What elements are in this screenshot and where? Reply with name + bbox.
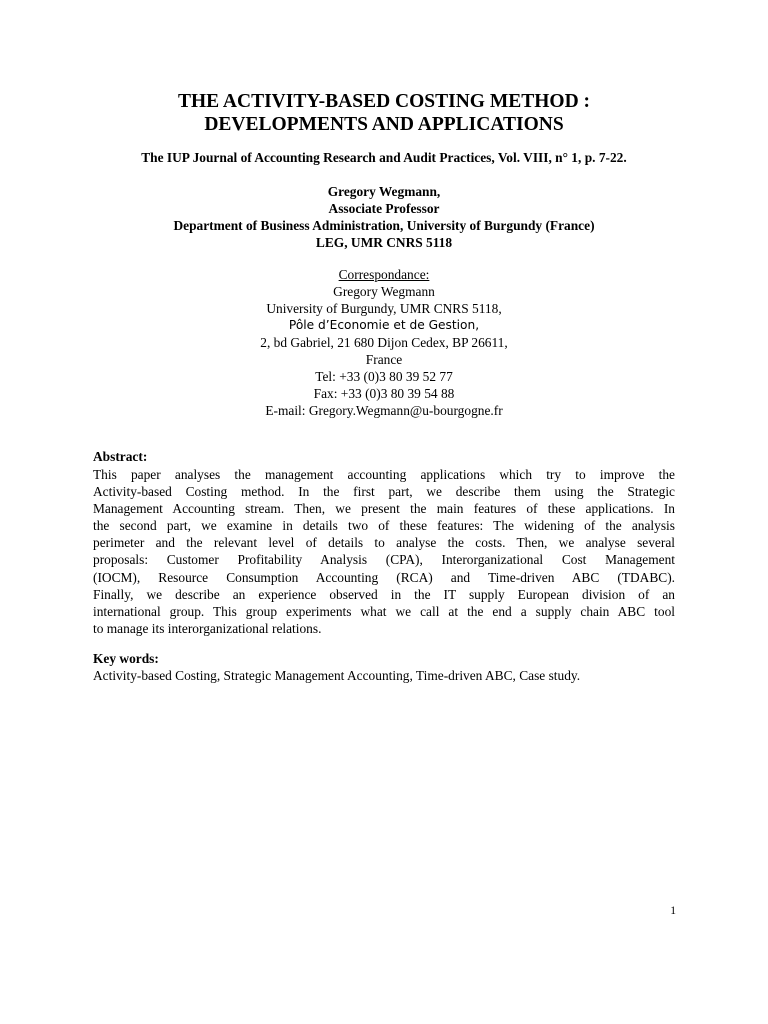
page-number: 1 (670, 904, 676, 917)
keywords-heading: Key words: (93, 651, 159, 666)
correspondence-address: 2, bd Gabriel, 21 680 Dijon Cedex, BP 26611, (260, 335, 508, 350)
abstract-line: Management Accounting stream. Then, we present the main features of these applications. In (93, 501, 675, 517)
paper-title (0, 90, 768, 136)
abstract-heading: Abstract: (93, 449, 148, 464)
correspondence-institution: University of Burgundy, UMR CNRS 5118, (266, 301, 502, 316)
abstract-line: perimeter and the relevant level of details to analyse the costs. Then, we analyse several (93, 535, 675, 551)
author-block (0, 183, 768, 251)
correspondence-label: Correspondance: (338, 267, 430, 282)
abstract-line: Activity-based Costing method. In the first part, we describe them using the Strategic (93, 484, 675, 500)
author-name: Gregory Wegmann, (327, 184, 441, 199)
abstract-body (93, 466, 675, 637)
correspondence-fax: Fax: +33 (0)3 80 39 54 88 (313, 386, 455, 401)
abstract-line: international group. This group experiments what we call at the end a supply chain ABC tool (93, 603, 675, 619)
correspondence-pole: Pôle d’Economie et de Gestion, (288, 318, 480, 332)
title-line-2: DEVELOPMENTS AND APPLICATIONS (204, 114, 564, 135)
correspondence-block (0, 266, 768, 419)
correspondence-name: Gregory Wegmann (333, 284, 435, 299)
correspondence-tel: Tel: +33 (0)3 80 39 52 77 (315, 369, 453, 384)
correspondence-email: E-mail: Gregory.Wegmann@u-bourgogne.fr (265, 403, 503, 418)
author-position: Associate Professor (328, 201, 440, 216)
abstract-line: Finally, we describe an experience observed in the IT supply European division of an (93, 586, 675, 602)
abstract-line: proposals: Customer Profitability Analysis (CPA), Interorganizational Cost Management (93, 552, 675, 568)
journal-citation: The IUP Journal of Accounting Research and Audit Practices, Vol. VIII, n° 1, p. 7-22. (141, 150, 627, 165)
correspondence-country: France (365, 352, 403, 367)
keywords-text: Activity-based Costing, Strategic Management Accounting, Time-driven ABC, Case study. (93, 668, 581, 683)
abstract-line: (IOCM), Resource Consumption Accounting (RCA) and Time-driven ABC (TDABC). (93, 569, 675, 585)
title-line-1: THE ACTIVITY-BASED COSTING METHOD : (177, 91, 591, 112)
author-lab: LEG, UMR CNRS 5118 (315, 235, 453, 250)
abstract-line: the second part, we examine in details two of these features: The widening of the analysis (93, 518, 675, 534)
abstract-line: This paper analyses the management accounting applications which try to improve the (93, 467, 675, 482)
author-department: Department of Business Administration, University of Burgundy (France) (173, 218, 595, 233)
abstract-line: to manage its interorganizational relations. (93, 620, 322, 636)
